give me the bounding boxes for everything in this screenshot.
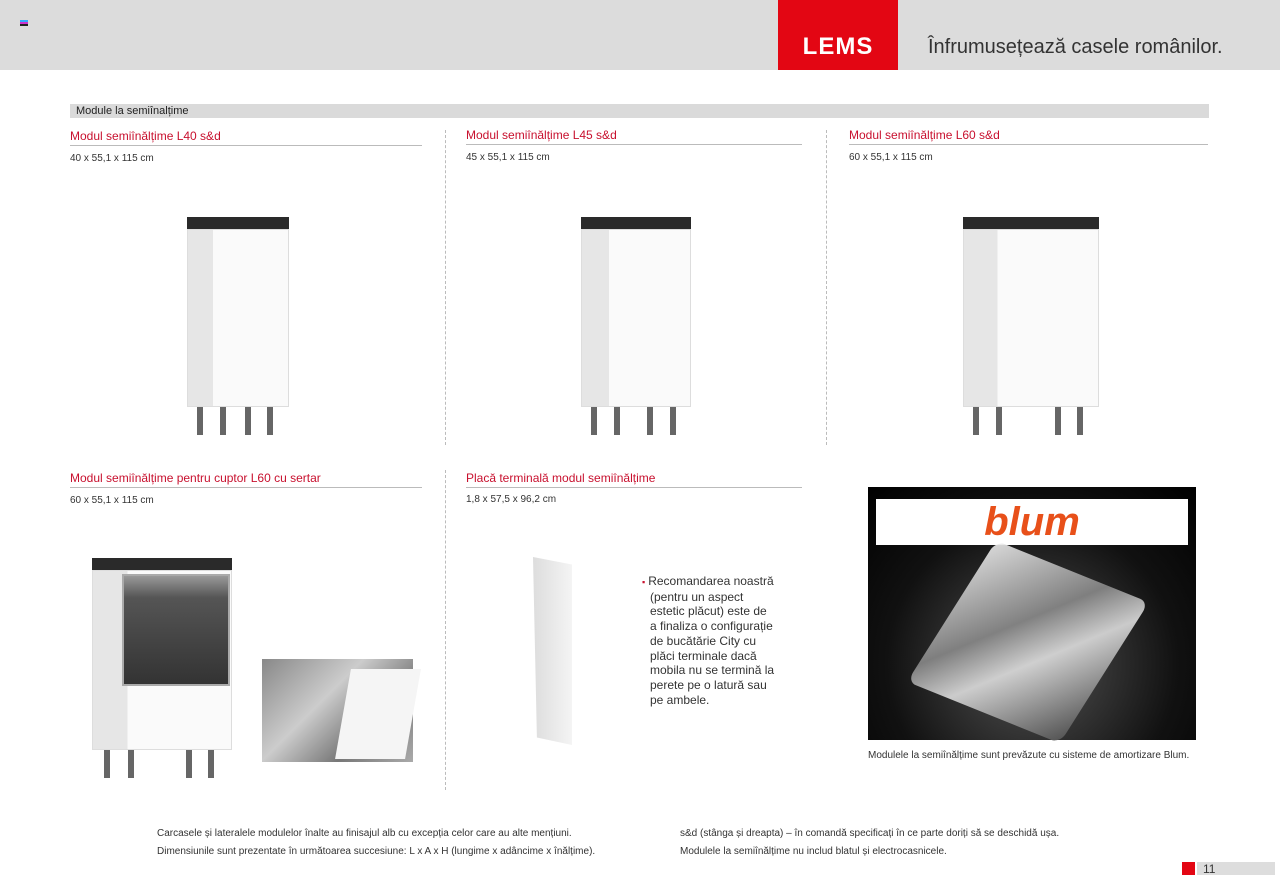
note-line: plăci terminale dacă <box>650 648 757 663</box>
page-marker <box>1182 862 1195 875</box>
print-marks-icon <box>20 20 28 28</box>
cabinet-image-l45 <box>581 217 691 435</box>
cabinet-image-l60 <box>963 217 1099 435</box>
blum-hinge-image <box>868 487 1196 740</box>
footer-line: Dimensiunile sunt prezentate în următoarea succesiune: L x A x H (lungime x adâncime x înălțime). <box>157 846 596 857</box>
brand-logo: LEMS <box>778 0 898 70</box>
tagline: Înfrumusețează casele românilor. <box>928 36 1223 58</box>
blum-logo: blum <box>984 500 1080 544</box>
cabinet-image-l40 <box>187 217 289 435</box>
note-line: de bucătărie City cu <box>650 633 757 648</box>
drawer-photo <box>262 659 413 762</box>
column-divider <box>445 130 446 445</box>
note-line: a finaliza o configurație <box>650 619 773 634</box>
note-line: ▪ Recomandarea noastră <box>642 574 782 590</box>
product-title: Placă terminală modul semiînălțime <box>466 471 802 488</box>
product-dimensions: 45 x 55,1 x 115 cm <box>466 152 550 163</box>
product-title: Modul semiînălțime L40 s&d <box>70 129 422 146</box>
page-number: 11 <box>1197 862 1275 875</box>
note-line: pe ambele. <box>650 692 710 707</box>
footer-line: s&d (stânga și dreapta) – în comandă specificați în ce parte doriți să se deschidă ușa. <box>680 828 1060 839</box>
blum-banner <box>876 499 1188 545</box>
column-divider <box>826 130 827 445</box>
footer-line: Carcasele și lateralele modulelor înalte au finisajul alb cu excepția celor care au alte mențiuni. <box>157 828 572 839</box>
note-line: (pentru un aspect <box>650 589 744 604</box>
recommendation-note <box>642 574 782 707</box>
blum-caption: Modulele la semiînălțime sunt prevăzute cu sisteme de amortizare Blum. <box>868 750 1190 761</box>
note-line: estetic plăcut) este de <box>650 604 767 619</box>
page-header <box>0 0 1280 70</box>
product-dimensions: 60 x 55,1 x 115 cm <box>849 152 933 163</box>
oven-cabinet-image <box>92 558 232 778</box>
product-title: Modul semiînălțime L45 s&d <box>466 128 802 145</box>
product-title: Modul semiînălțime pentru cuptor L60 cu sertar <box>70 471 422 488</box>
product-dimensions: 1,8 x 57,5 x 96,2 cm <box>466 494 557 505</box>
footer-note-right <box>680 825 1059 861</box>
note-line: perete pe o latură sau <box>650 677 767 692</box>
oven-icon <box>122 574 230 686</box>
hinge-icon <box>907 541 1149 744</box>
product-title: Modul semiînălțime L60 s&d <box>849 128 1208 145</box>
product-dimensions: 60 x 55,1 x 115 cm <box>70 495 154 506</box>
footer-line: Modulele la semiînălțime nu includ blatul și electrocasnicele. <box>680 846 947 857</box>
section-title: Module la semiînalțime <box>70 104 1209 118</box>
end-panel-image <box>533 557 572 745</box>
footer-note-left <box>157 825 595 861</box>
product-dimensions: 40 x 55,1 x 115 cm <box>70 153 154 164</box>
note-line: mobila nu se termină la <box>650 663 775 678</box>
column-divider <box>445 470 446 790</box>
